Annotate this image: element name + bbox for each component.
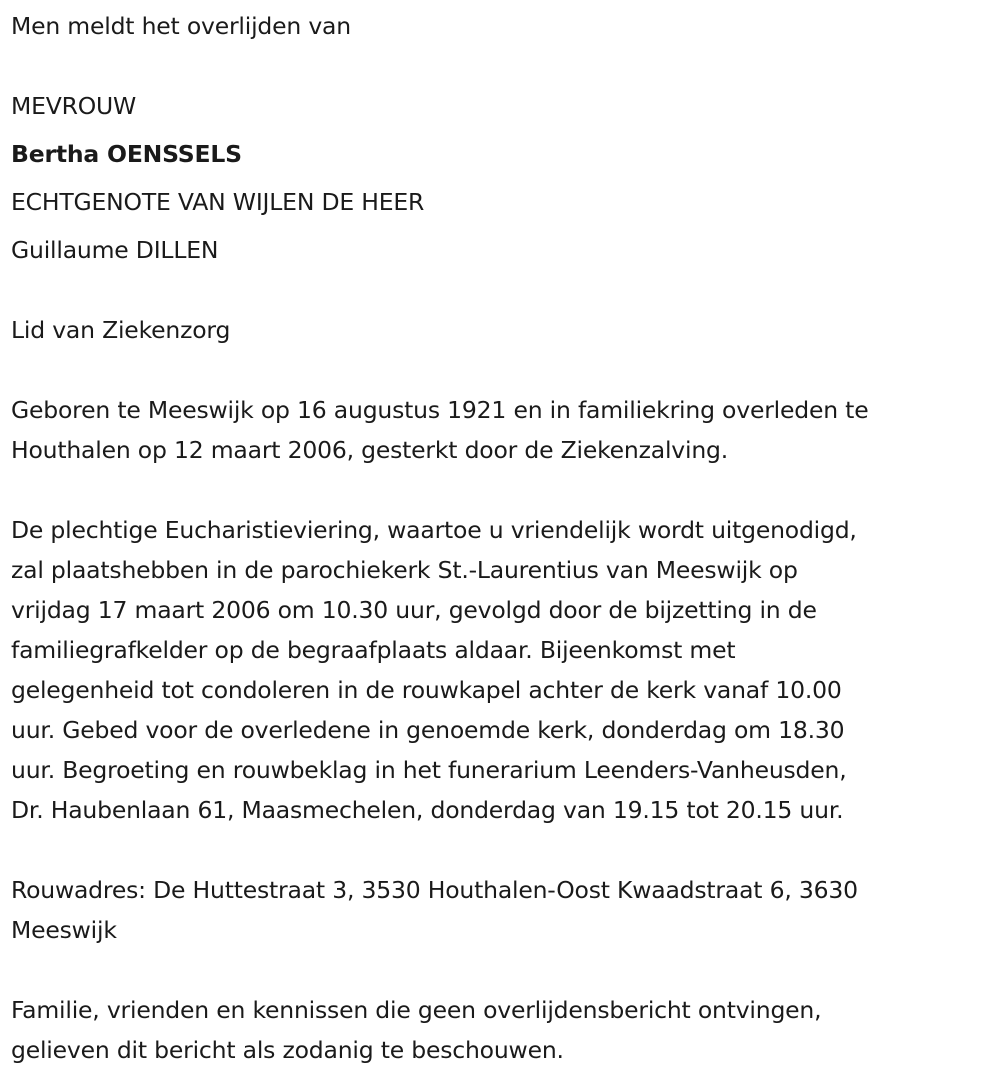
paragraph-line: De plechtige Eucharistieviering, waartoe u vriendelijk wordt uitgenodigd, (11, 516, 857, 544)
paragraph-line: uur. Begroeting en rouwbeklag in het funerarium Leenders-Vanheusden, (11, 756, 847, 784)
deceased-name: Bertha OENSSELS (11, 140, 242, 168)
paragraph-line: Familie, vrienden en kennissen die geen overlijdensbericht ontvingen, (11, 996, 822, 1024)
paragraph-line: Dr. Haubenlaan 61, Maasmechelen, donderdag van 19.15 tot 20.15 uur. (11, 796, 844, 824)
paragraph-line: Rouwadres: De Huttestraat 3, 3530 Houthalen-Oost Kwaadstraat 6, 3630 (11, 876, 858, 904)
intro-text: Men meldt het overlijden van (11, 12, 351, 40)
paragraph-line: uur. Gebed voor de overledene in genoemde kerk, donderdag om 18.30 (11, 716, 845, 744)
paragraph-line: Houthalen op 12 maart 2006, gesterkt door de Ziekenzalving. (11, 436, 729, 464)
membership-text: Lid van Ziekenzorg (11, 316, 231, 344)
paragraph-line: vrijdag 17 maart 2006 om 10.30 uur, gevolgd door de bijzetting in de (11, 596, 817, 624)
paragraph-line: Geboren te Meeswijk op 16 augustus 1921 en in familiekring overleden te (11, 396, 869, 424)
paragraph-line: Meeswijk (11, 916, 117, 944)
paragraph-line: zal plaatshebben in de parochiekerk St.-Laurentius van Meeswijk op (11, 556, 798, 584)
paragraph-line: gelegenheid tot condoleren in de rouwkapel achter de kerk vanaf 10.00 (11, 676, 842, 704)
spouse-name: Guillaume DILLEN (11, 236, 219, 264)
paragraph-line: familiegrafkelder op de begraafplaats aldaar. Bijeenkomst met (11, 636, 736, 664)
honorific: MEVROUW (11, 92, 137, 120)
relation-text: ECHTGENOTE VAN WIJLEN DE HEER (11, 188, 425, 216)
paragraph-line: gelieven dit bericht als zodanig te beschouwen. (11, 1036, 564, 1064)
